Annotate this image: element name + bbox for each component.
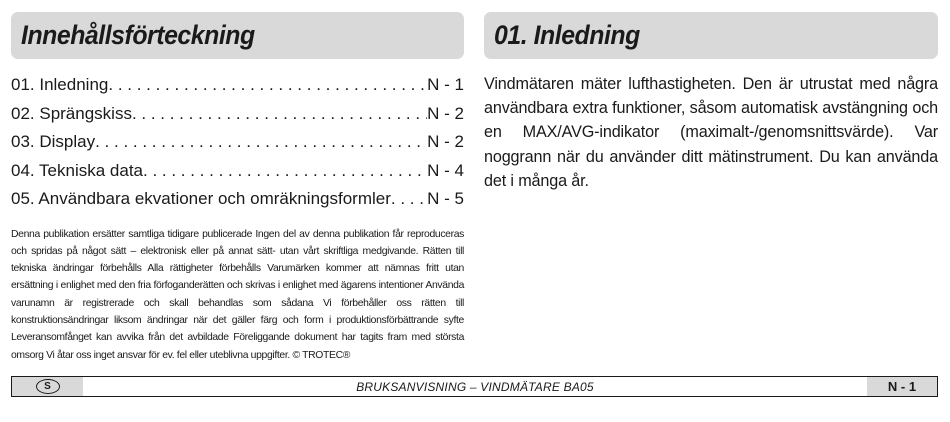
legal-disclaimer: Denna publikation ersätter samtliga tidigare publicerade Ingen del av denna publikation får reproduceras och spridas på något sätt – elektronisk eller på annat sätt- utan vårt skriftliga medgivande. Rätten till tekniska ändringar förbehålls Alla rättigheter förbehålls Varumärken kommer att nämnas fritt utan ersättning i enlighet med den fria förfoganderätten och skrivas i enlighet med ägarens intentioner Använda varunamn är registrerade och skall behandlas som sådana Vi förbehåller oss rätten till konstruktionsändringar liksom ändringar när det gäller färg och form i produktionsförbättrande syfte Leveransomfånget kan avvika från det avbildade Föreliggande dokument har tagits fram med största omsorg Vi åtar oss inget ansvar för ev. fel eller uteblivna uppgifter. © TROTEC® [11, 228, 464, 361]
toc-leader-dots [95, 128, 427, 157]
toc-entry-page: N - 2 [427, 132, 464, 151]
toc-entry[interactable] [11, 100, 464, 129]
section-heading-bar [484, 12, 938, 59]
toc-entry[interactable] [11, 71, 464, 100]
toc-entry-title: 02. Sprängskiss [11, 103, 132, 123]
language-badge: S [36, 379, 60, 394]
toc-entry[interactable] [11, 185, 464, 214]
page-footer [11, 376, 938, 397]
toc-leader-dots [391, 185, 427, 214]
footer-title: BRUKSANVISNING – VINDMÄTARE BA05 [356, 379, 594, 394]
toc-leader-dots [143, 157, 427, 186]
toc-entry[interactable] [11, 128, 464, 157]
toc-entry-title: 03. Display [11, 132, 96, 151]
language-marker [12, 377, 83, 396]
toc-entry-page: N - 2 [427, 103, 464, 123]
toc-entry-page: N - 1 [427, 75, 464, 94]
toc-heading-bar [11, 12, 464, 59]
toc-leader-dots [132, 100, 427, 129]
toc-entry-page: N - 5 [427, 189, 464, 208]
toc-leader-dots [108, 71, 427, 100]
toc-entry[interactable] [11, 157, 464, 186]
intro-paragraph: Vindmätaren mäter lufthastigheten. Den är utrustat med några användbara extra funktioner, såsom automatisk avstängning och en MAX/AVG-indikator (maximalt-/genomsnittsvärde). Var noggrann när du använder ditt mätinstrument. Du kan använda det i många år. [484, 75, 938, 190]
section-heading: 01. Inledning [494, 20, 640, 50]
toc-entry-title: 01. Inledning [11, 75, 109, 94]
toc-heading: Innehållsförteckning [21, 20, 255, 50]
toc-entry-title: 04. Tekniska data [11, 160, 143, 180]
toc-column [11, 12, 464, 364]
toc-entry-page: N - 4 [427, 160, 464, 180]
toc-list [11, 71, 464, 214]
intro-column [484, 12, 938, 193]
toc-entry-title: 05. Användbara ekvationer och omräkningsformler [11, 189, 391, 208]
page-number: N - 1 [867, 377, 937, 396]
